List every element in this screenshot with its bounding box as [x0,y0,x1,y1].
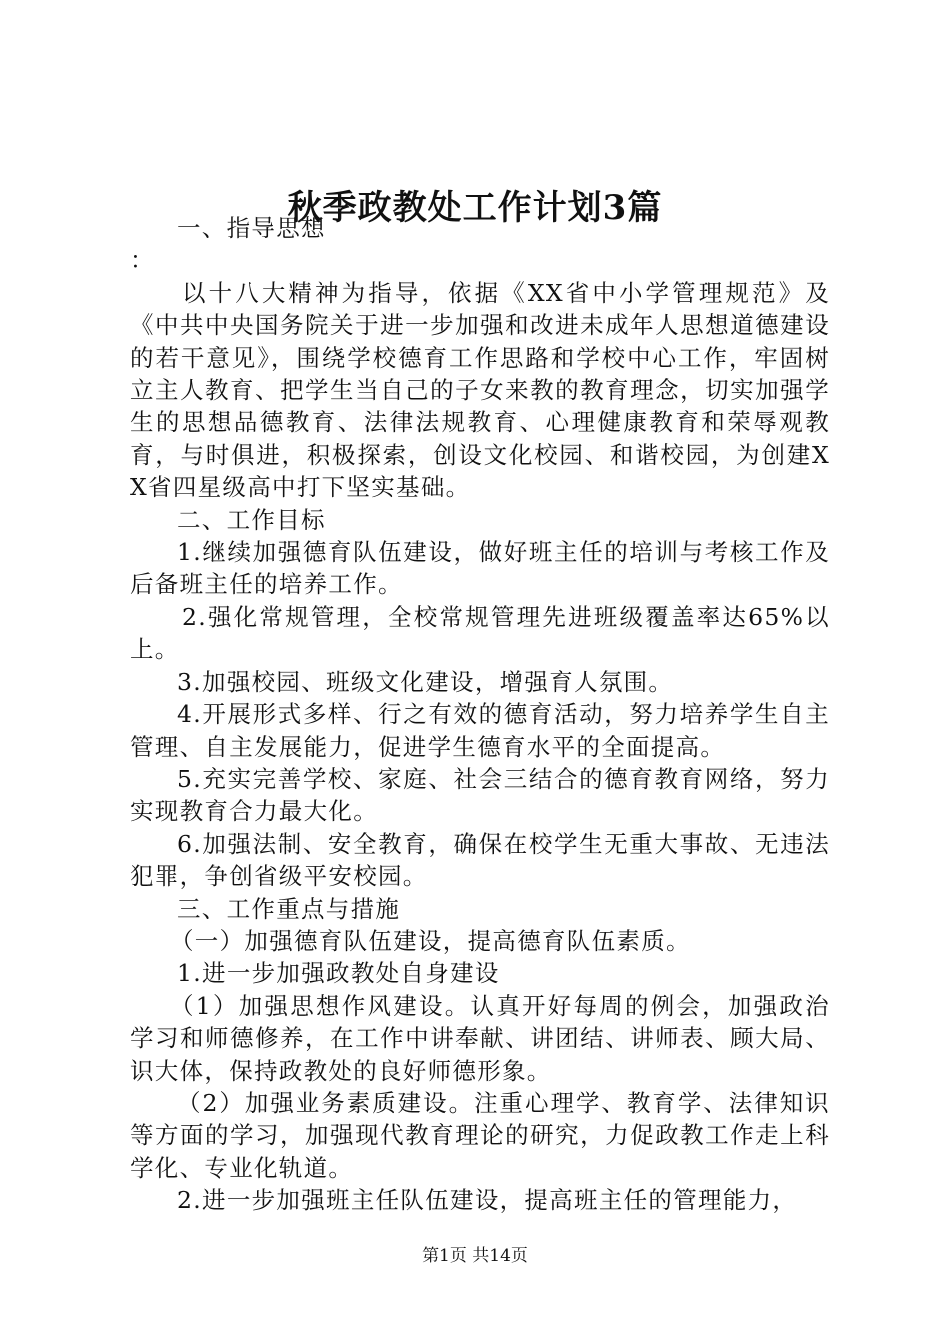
subsection-heading-1: （一）加强德育队伍建设，提高德育队伍素质。 [170,926,691,955]
goal-item-4: 4.开展形式多样、行之有效的德育活动，努力培养学生自主管理、自主发展能力，促进学生德育水平的全面提高。 [130,700,830,761]
subitem-heading-1: 1.进一步加强政教处自身建设 [177,959,500,988]
document-body [130,208,830,1217]
subitem-heading-2: 2.进一步加强班主任队伍建设，提高班主任的管理能力， [177,1186,798,1215]
goal-item-5: 5.充实完善学校、家庭、社会三结合的德育教育网络，努力实现教育合力最大化。 [130,764,830,826]
paragraph-thought-style: （1）加强思想作风建设。认真开好每周的例会，加强政治学习和师德修养，在工作中讲奉献、讲团结、讲师表、顾大局、识大体，保持政教处的良好师德形象。 [130,991,830,1085]
section-heading-work-goals: 二、工作目标 [177,505,326,534]
goal-item-6: 6.加强法制、安全教育，确保在校学生无重大事故、无违法犯罪，争创省级平安校园。 [130,829,830,891]
paragraph-guiding-ideology: 以十八大精神为指导，依据《XX省中小学管理规范》及《中共中央国务院关于进一步加强和改进未成年人思想道德建设的若干意见》，围绕学校德育工作思路和学校中心工作，牢固树立主人教育、把学生当自己的子女来教的教育理念，切实加强学生的思想品德教育、法律法规教育、心理健康教育和荣辱观教育，与时俱进，积极探索，创设文化校园、和谐校园，为创建XX省四星级高中打下坚实基础。 [130,278,830,502]
goal-item-3: 3.加强校园、班级文化建设，增强育人氛围。 [177,667,674,696]
colon-line: ： [130,246,155,275]
goal-item-2: 2.强化常规管理，全校常规管理先进班级覆盖率达65%以上。 [130,602,830,664]
goal-item-1: 1.继续加强德育队伍建设，做好班主任的培训与考核工作及后备班主任的培养工作。 [130,538,830,599]
paragraph-professional-quality: （2）加强业务素质建设。注重心理学、教育学、法律知识等方面的学习，加强现代教育理论的研究，力促政教工作走上科学化、专业化轨道。 [130,1088,830,1182]
section-heading-guiding-ideology: 一、指导思想 [177,214,326,242]
section-heading-key-measures: 三、工作重点与措施 [177,894,401,923]
page-footer: 第1页 共14页 [422,1246,528,1266]
document-title: 秋季政教处工作计划3篇 [287,188,663,228]
